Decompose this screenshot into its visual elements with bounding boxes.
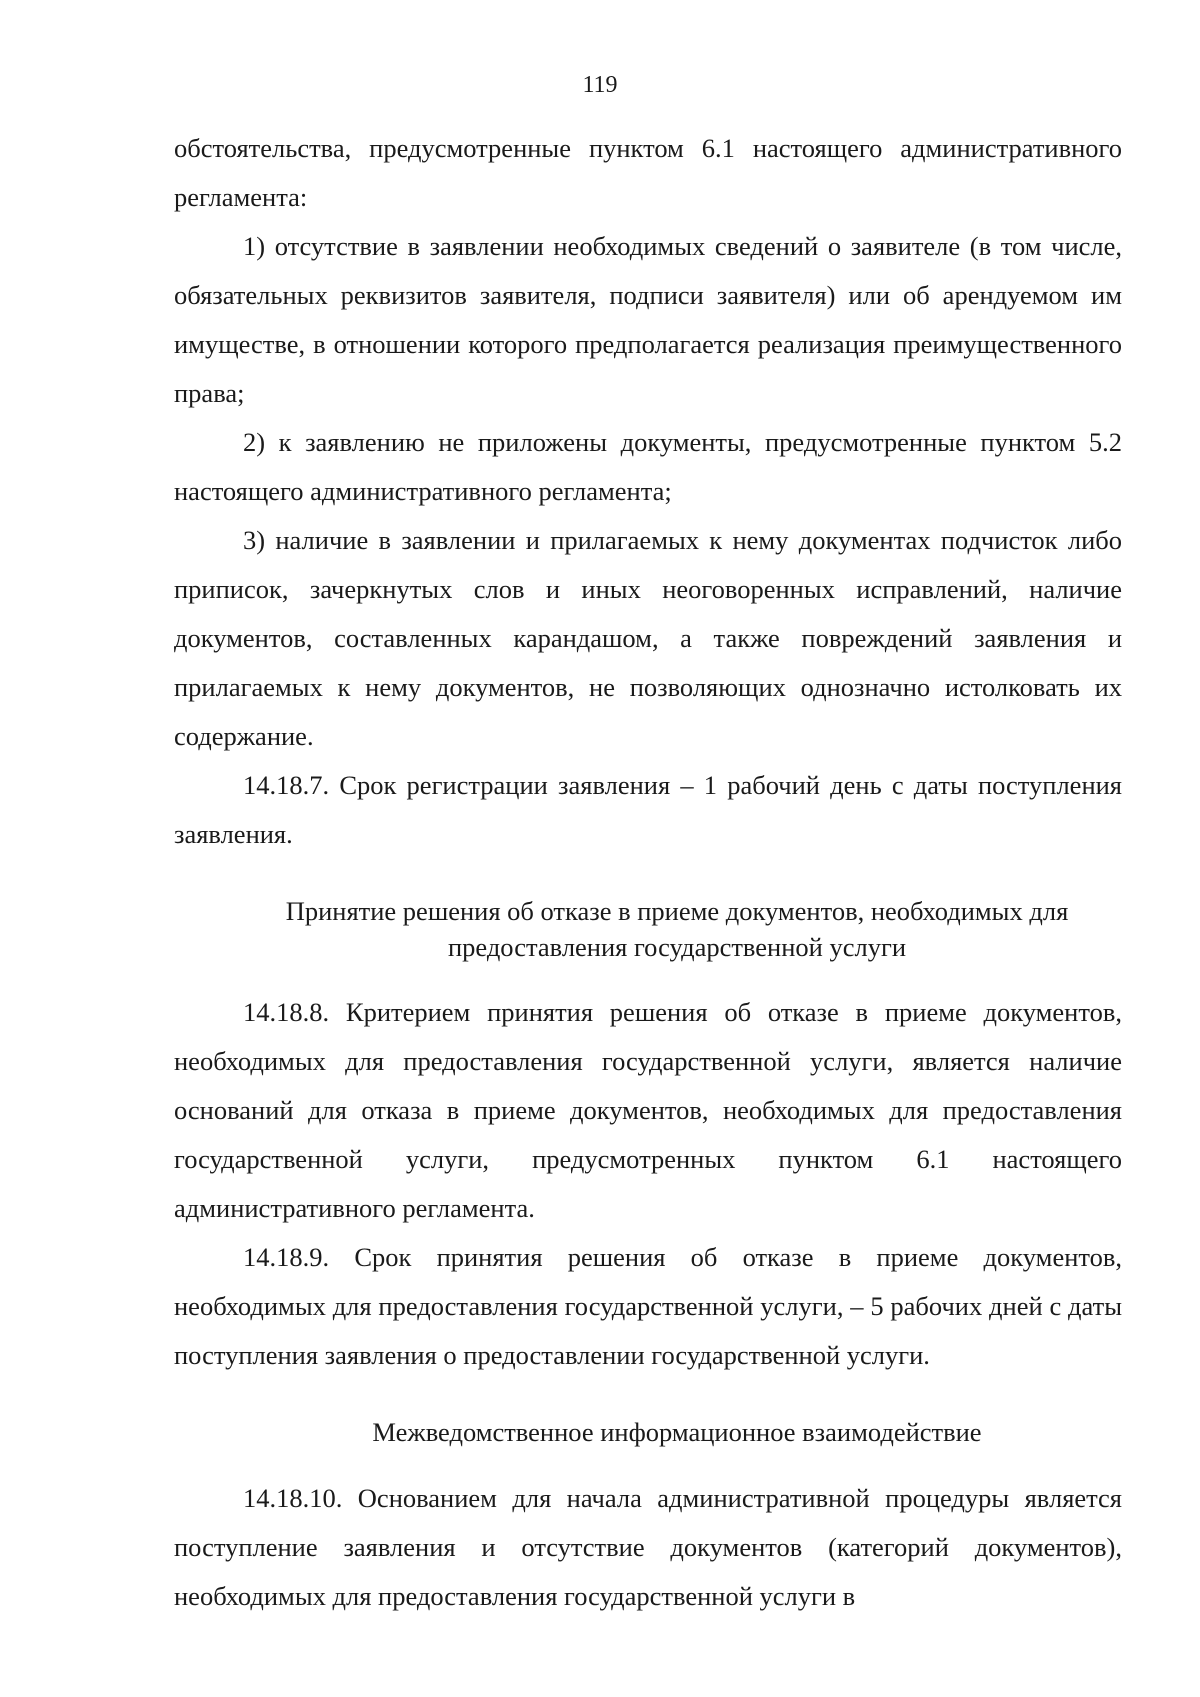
paragraph-14-18-9: 14.18.9. Срок принятия решения об отказе в приеме документов, необходимых для предоставления государственной услуги, – 5 рабочих дней с даты поступления заявления о предоставлении государственной услуги. (174, 1242, 1122, 1370)
page-number: 119 (582, 72, 618, 98)
paragraph-14-18-10: 14.18.10. Основанием для начала административной процедуры является поступление заявления и отсутствие документов (категорий документов), необходимых для предоставления государственной услуги в (174, 1483, 1122, 1611)
paragraph-item-3: 3) наличие в заявлении и прилагаемых к нему документах подчисток либо приписок, зачеркнутых слов и иных неоговоренных исправлений, наличие документов, составленных карандашом, а также повреждений заявления и прилагаемых к нему документов, не позволяющих однозначно истолковать их содержание. (174, 525, 1122, 751)
paragraph-14-18-8: 14.18.8. Критерием принятия решения об отказе в приеме документов, необходимых для предоставления государственной услуги, является наличие оснований для отказа в приеме документов, необходимых для предоставления государственной услуги, предусмотренных пунктом 6.1 настоящего административного регламента. (174, 997, 1122, 1223)
section-heading-refusal (174, 893, 1122, 965)
paragraph-14-18-7: 14.18.7. Срок регистрации заявления – 1 рабочий день с даты поступления заявления. (174, 770, 1122, 849)
section-heading-interagency: Межведомственное информационное взаимодействие (372, 1417, 982, 1447)
paragraph-item-2: 2) к заявлению не приложены документы, предусмотренные пунктом 5.2 настоящего административного регламента; (174, 427, 1122, 506)
document-body (174, 124, 1122, 1621)
paragraph-item-1: 1) отсутствие в заявлении необходимых сведений о заявителе (в том числе, обязательных реквизитов заявителя, подписи заявителя) или об арендуемом им имуществе, в отношении которого предполагается реализация преимущественного права; (174, 231, 1122, 408)
section-heading-refusal-line-2: предоставления государственной услуги (447, 932, 907, 962)
section-heading-refusal-line-1: Принятие решения об отказе в приеме документов, необходимых для (285, 896, 1069, 926)
paragraph-circumstances: обстоятельства, предусмотренные пунктом 6.1 настоящего административного регламента: (174, 133, 1122, 212)
